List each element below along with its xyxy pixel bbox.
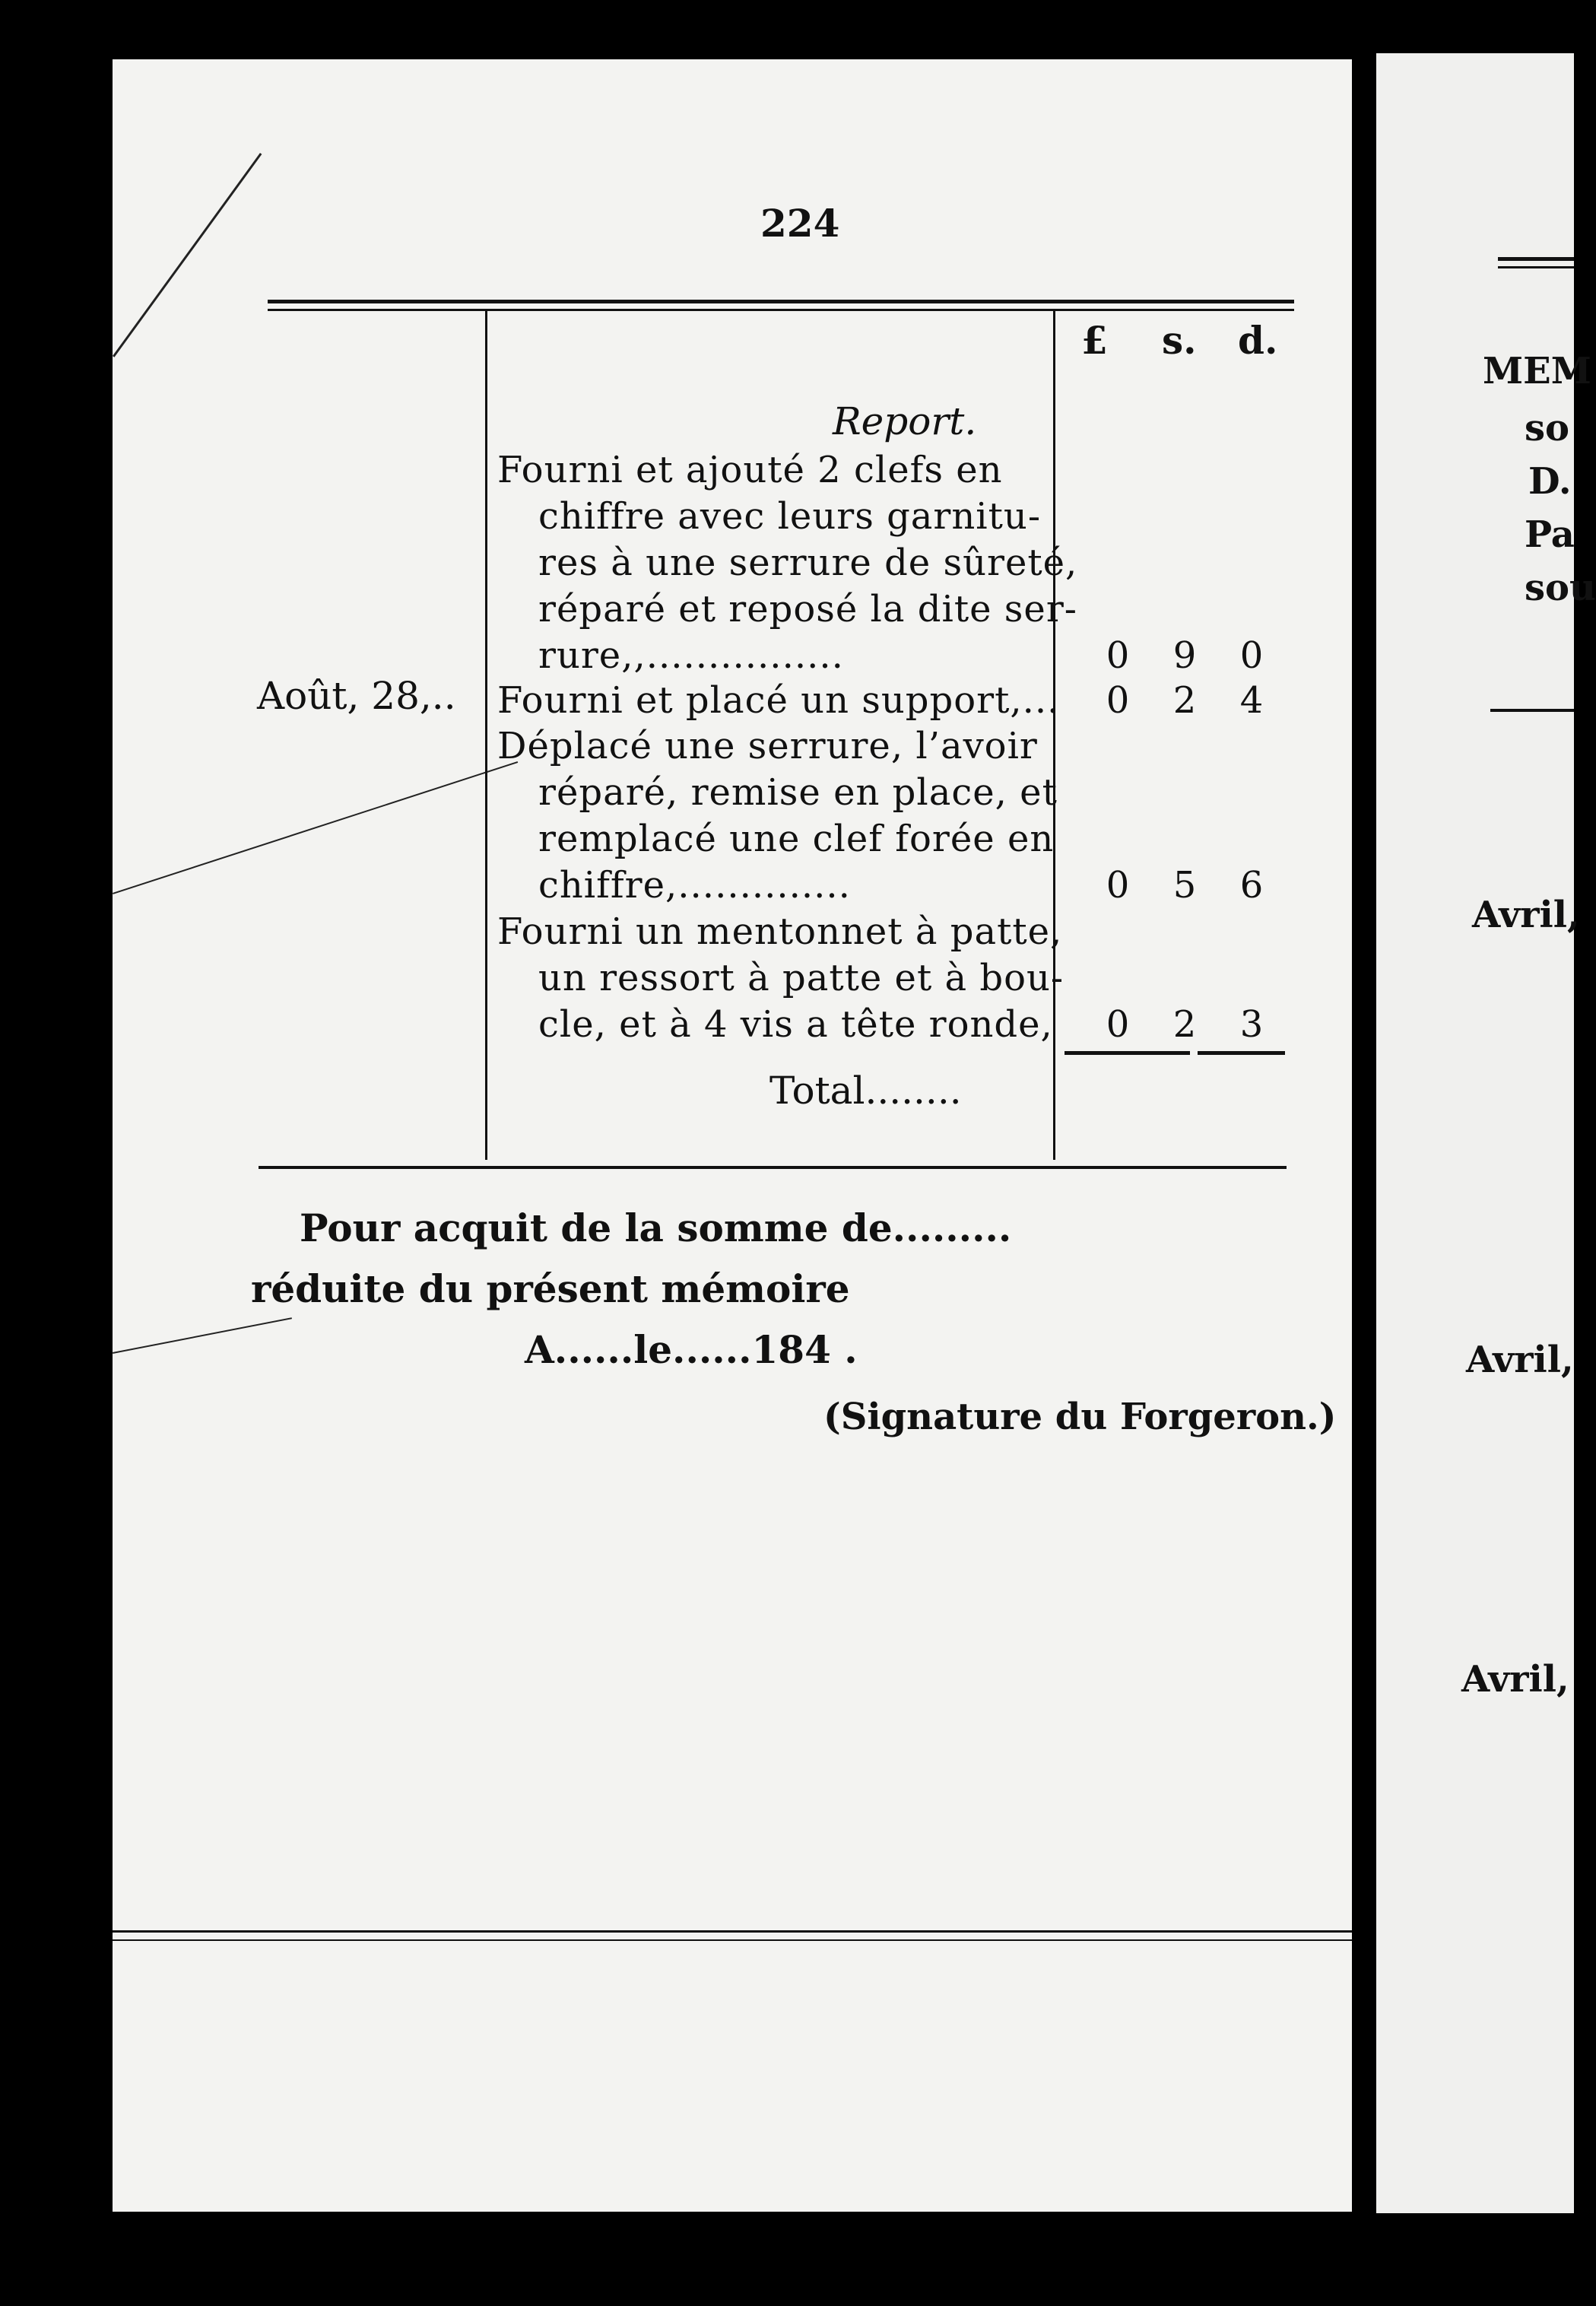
- bottom-rule: [259, 1166, 1287, 1169]
- entry-line: réparé et reposé la dite ser-: [538, 588, 1077, 630]
- entry-line: res à une serrure de sûreté,: [538, 542, 1078, 584]
- date-column-divider: [485, 310, 487, 1160]
- pence-header: d.: [1238, 318, 1278, 363]
- adjacent-line: D.: [1528, 460, 1572, 503]
- entry-line: un ressort à patte et à bou-: [538, 957, 1065, 999]
- amount-pence: 0: [1239, 634, 1264, 677]
- entry-line: Fourni un mentonnet à patte,: [497, 910, 1063, 953]
- sum-rule-right: [1198, 1051, 1285, 1055]
- amount-shillings: 5: [1172, 864, 1197, 907]
- amount-pounds: 0: [1106, 1003, 1130, 1046]
- entry-line: chiffre avec leurs garnitu-: [538, 495, 1042, 538]
- entry-date: Août, 28,..: [257, 674, 456, 718]
- top-double-rule: [268, 300, 1294, 303]
- adjacent-line: sou: [1525, 567, 1596, 609]
- paper-crease: [113, 1317, 292, 1354]
- binding-gutter: [1352, 0, 1376, 2306]
- adjacent-line: so: [1525, 407, 1570, 449]
- adjacent-page-fragment: [1376, 53, 1596, 2213]
- entry-line: Fourni et ajouté 2 clefs en: [497, 449, 1003, 491]
- amount-pence: 4: [1239, 679, 1264, 722]
- adjacent-date: Avril,: [1461, 1658, 1569, 1701]
- adjacent-date: Avril,: [1466, 1339, 1574, 1381]
- paper-crease: [113, 761, 518, 894]
- shillings-header: s.: [1162, 318, 1197, 363]
- sum-rule-left: [1065, 1051, 1190, 1055]
- total-label: Total........: [769, 1069, 962, 1113]
- page-number: 224: [760, 201, 840, 246]
- entry-line: rure,,................: [538, 634, 844, 677]
- adjacent-page-rule: [1490, 709, 1574, 712]
- entry-line: réparé, remise en place, et: [538, 771, 1058, 814]
- adjacent-line: Pa: [1525, 513, 1575, 556]
- adjacent-page-rule: [1498, 266, 1574, 268]
- amount-pounds: 0: [1106, 634, 1130, 677]
- amount-shillings: 2: [1172, 1003, 1197, 1046]
- receipt-line-1: Pour acquit de la somme de.........: [300, 1205, 1012, 1250]
- foot-rule: [113, 1930, 1352, 1933]
- signature-line: (Signature du Forgeron.): [823, 1396, 1337, 1438]
- amount-pence: 3: [1239, 1003, 1264, 1046]
- entry-line: remplacé une clef forée en: [538, 818, 1055, 860]
- document-page: [113, 59, 1352, 2212]
- paper-crease: [113, 153, 262, 357]
- amount-shillings: 2: [1172, 679, 1197, 722]
- entry-line: Déplacé une serrure, l’avoir: [497, 725, 1038, 767]
- entry-line: chiffre,..............: [538, 864, 851, 907]
- entry-line: cle, et à 4 vis a tête ronde,: [538, 1003, 1053, 1046]
- adjacent-date: Avril,: [1472, 894, 1580, 936]
- pounds-header: £: [1081, 318, 1108, 363]
- amount-pounds: 0: [1106, 864, 1130, 907]
- receipt-line-3: A......le......184 .: [525, 1327, 858, 1372]
- amount-pence: 6: [1239, 864, 1264, 907]
- adjacent-page-rule: [1498, 257, 1574, 261]
- report-label: Report.: [833, 399, 977, 443]
- entry-line: Fourni et placé un support,...: [497, 679, 1060, 722]
- receipt-line-2: réduite du présent mémoire: [251, 1266, 850, 1311]
- amount-shillings: 9: [1172, 634, 1197, 677]
- adjacent-heading: MEM: [1483, 350, 1591, 392]
- amount-column-divider: [1053, 310, 1055, 1160]
- amount-pounds: 0: [1106, 679, 1130, 722]
- foot-rule: [113, 1939, 1352, 1941]
- top-double-rule: [268, 309, 1294, 311]
